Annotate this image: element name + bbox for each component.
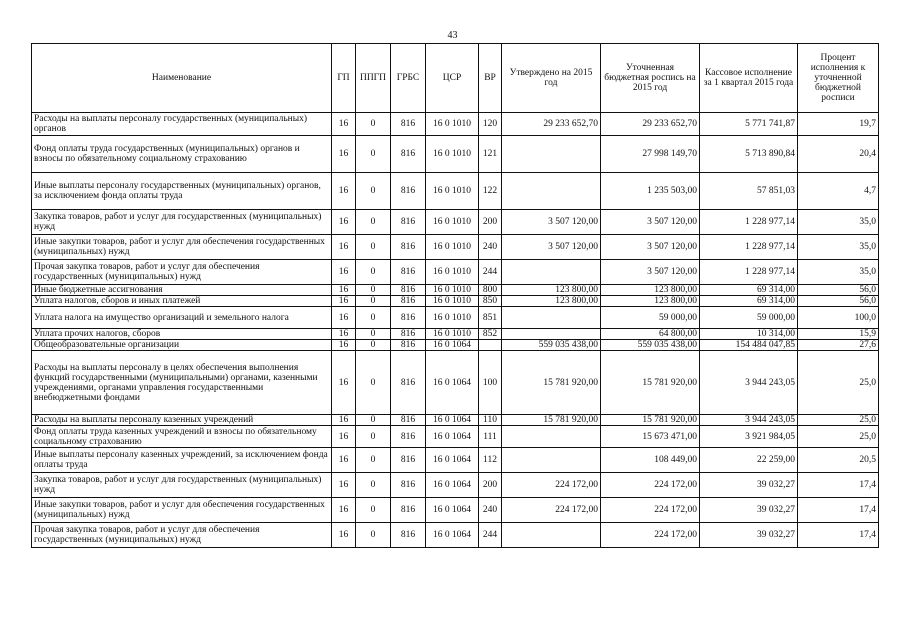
row-refined: 3 507 120,00 <box>601 210 700 235</box>
row-vr: 850 <box>479 296 502 307</box>
row-name: Иные выплаты персоналу казенных учреждений, за исключением фонда оплаты труда <box>32 448 332 473</box>
row-approved: 3 507 120,00 <box>502 235 601 260</box>
row-gp: 16 <box>332 351 356 415</box>
row-grbs: 816 <box>391 426 426 448</box>
header-row <box>32 44 879 113</box>
row-name: Уплата налога на имущество организаций и земельного налога <box>32 307 332 329</box>
row-percent: 17,4 <box>798 498 879 523</box>
row-csr: 16 0 1010 <box>426 285 479 296</box>
row-vr: 122 <box>479 173 502 210</box>
row-cash: 3 944 243,05 <box>700 351 798 415</box>
header-vr: ВР <box>479 44 502 113</box>
row-vr: 110 <box>479 415 502 426</box>
row-vr: 244 <box>479 260 502 285</box>
row-gp: 16 <box>332 136 356 173</box>
row-percent: 17,4 <box>798 523 879 548</box>
row-name: Прочая закупка товаров, работ и услуг для обеспечения государственных (муниципальных) нужд <box>32 260 332 285</box>
row-vr: 200 <box>479 210 502 235</box>
row-approved <box>502 426 601 448</box>
table-row <box>32 210 879 235</box>
row-ppgp: 0 <box>356 260 391 285</box>
row-ppgp: 0 <box>356 296 391 307</box>
row-grbs: 816 <box>391 173 426 210</box>
page-number: 43 <box>447 30 458 41</box>
row-cash: 5 771 741,87 <box>700 113 798 136</box>
row-name: Фонд оплаты труда казенных учреждений и взносы по обязательному социальному страхованию <box>32 426 332 448</box>
row-csr: 16 0 1010 <box>426 296 479 307</box>
row-gp: 16 <box>332 285 356 296</box>
row-refined: 15 673 471,00 <box>601 426 700 448</box>
row-approved: 123 800,00 <box>502 296 601 307</box>
row-grbs: 816 <box>391 260 426 285</box>
row-cash: 39 032,27 <box>700 523 798 548</box>
row-approved: 224 172,00 <box>502 498 601 523</box>
row-percent: 4,7 <box>798 173 879 210</box>
row-ppgp: 0 <box>356 523 391 548</box>
row-approved <box>502 307 601 329</box>
table-row <box>32 285 879 296</box>
row-cash: 1 228 977,14 <box>700 235 798 260</box>
table-row <box>32 113 879 136</box>
row-approved <box>502 523 601 548</box>
row-grbs: 816 <box>391 351 426 415</box>
row-percent: 35,0 <box>798 235 879 260</box>
row-name: Уплата прочих налогов, сборов <box>32 329 332 340</box>
row-approved: 123 800,00 <box>502 285 601 296</box>
row-refined: 224 172,00 <box>601 473 700 498</box>
header-grbs: ГРБС <box>391 44 426 113</box>
row-refined: 1 235 503,00 <box>601 173 700 210</box>
row-ppgp: 0 <box>356 340 391 351</box>
row-refined: 224 172,00 <box>601 498 700 523</box>
row-vr: 111 <box>479 426 502 448</box>
row-ppgp: 0 <box>356 329 391 340</box>
row-vr: 120 <box>479 113 502 136</box>
row-percent: 15,9 <box>798 329 879 340</box>
row-vr: 240 <box>479 235 502 260</box>
row-cash: 154 484 047,85 <box>700 340 798 351</box>
row-csr: 16 0 1064 <box>426 473 479 498</box>
row-cash: 39 032,27 <box>700 473 798 498</box>
table-row <box>32 426 879 448</box>
row-ppgp: 0 <box>356 307 391 329</box>
header-csr: ЦСР <box>426 44 479 113</box>
row-gp: 16 <box>332 498 356 523</box>
row-ppgp: 0 <box>356 285 391 296</box>
row-ppgp: 0 <box>356 113 391 136</box>
row-cash: 10 314,00 <box>700 329 798 340</box>
row-grbs: 816 <box>391 498 426 523</box>
table-row <box>32 173 879 210</box>
row-cash: 69 314,00 <box>700 296 798 307</box>
table-row <box>32 473 879 498</box>
row-gp: 16 <box>332 415 356 426</box>
row-csr: 16 0 1010 <box>426 210 479 235</box>
row-gp: 16 <box>332 296 356 307</box>
row-percent: 56,0 <box>798 296 879 307</box>
row-gp: 16 <box>332 329 356 340</box>
row-name: Иные бюджетные ассигнования <box>32 285 332 296</box>
row-name: Закупка товаров, работ и услуг для государственных (муниципальных) нужд <box>32 210 332 235</box>
row-name: Прочая закупка товаров, работ и услуг для обеспечения государственных (муниципальных) нужд <box>32 523 332 548</box>
row-approved <box>502 329 601 340</box>
row-ppgp: 0 <box>356 235 391 260</box>
row-ppgp: 0 <box>356 426 391 448</box>
row-refined: 3 507 120,00 <box>601 260 700 285</box>
row-name: Закупка товаров, работ и услуг для государственных (муниципальных) нужд <box>32 473 332 498</box>
row-refined: 224 172,00 <box>601 523 700 548</box>
row-ppgp: 0 <box>356 210 391 235</box>
row-gp: 16 <box>332 448 356 473</box>
row-percent: 56,0 <box>798 285 879 296</box>
row-approved: 29 233 652,70 <box>502 113 601 136</box>
row-percent: 20,4 <box>798 136 879 173</box>
header-name: Наименование <box>32 44 332 113</box>
row-cash: 39 032,27 <box>700 498 798 523</box>
row-gp: 16 <box>332 340 356 351</box>
header-refined: Уточненная бюджетная роспись на 2015 год <box>601 44 700 113</box>
row-vr: 800 <box>479 285 502 296</box>
row-vr: 100 <box>479 351 502 415</box>
row-gp: 16 <box>332 173 356 210</box>
row-grbs: 816 <box>391 136 426 173</box>
row-gp: 16 <box>332 235 356 260</box>
row-cash: 59 000,00 <box>700 307 798 329</box>
table-row <box>32 351 879 415</box>
row-ppgp: 0 <box>356 448 391 473</box>
row-gp: 16 <box>332 473 356 498</box>
row-vr: 244 <box>479 523 502 548</box>
row-approved <box>502 260 601 285</box>
row-gp: 16 <box>332 523 356 548</box>
row-csr: 16 0 1010 <box>426 260 479 285</box>
row-cash: 57 851,03 <box>700 173 798 210</box>
row-approved <box>502 173 601 210</box>
row-cash: 1 228 977,14 <box>700 260 798 285</box>
row-gp: 16 <box>332 307 356 329</box>
header-ppgp: ППГП <box>356 44 391 113</box>
row-gp: 16 <box>332 113 356 136</box>
row-grbs: 816 <box>391 296 426 307</box>
row-refined: 59 000,00 <box>601 307 700 329</box>
row-refined: 27 998 149,70 <box>601 136 700 173</box>
row-approved: 224 172,00 <box>502 473 601 498</box>
row-name: Иные выплаты персоналу государственных (муниципальных) органов, за исключением фонда оплаты труда <box>32 173 332 210</box>
row-ppgp: 0 <box>356 351 391 415</box>
table-row <box>32 415 879 426</box>
row-csr: 16 0 1064 <box>426 523 479 548</box>
row-percent: 35,0 <box>798 210 879 235</box>
row-grbs: 816 <box>391 448 426 473</box>
row-refined: 559 035 438,00 <box>601 340 700 351</box>
row-ppgp: 0 <box>356 173 391 210</box>
budget-table <box>31 43 879 548</box>
row-csr: 16 0 1010 <box>426 136 479 173</box>
row-percent: 25,0 <box>798 351 879 415</box>
row-approved: 3 507 120,00 <box>502 210 601 235</box>
row-name: Расходы на выплаты персоналу казенных учреждений <box>32 415 332 426</box>
header-approved: Утверждено на 2015 год <box>502 44 601 113</box>
row-gp: 16 <box>332 260 356 285</box>
row-ppgp: 0 <box>356 473 391 498</box>
row-refined: 123 800,00 <box>601 296 700 307</box>
table-row <box>32 136 879 173</box>
header-percent: Процент исполнения к уточненной бюджетной росписи <box>798 44 879 113</box>
row-refined: 15 781 920,00 <box>601 415 700 426</box>
row-grbs: 816 <box>391 113 426 136</box>
row-percent: 27,6 <box>798 340 879 351</box>
row-percent: 35,0 <box>798 260 879 285</box>
row-gp: 16 <box>332 426 356 448</box>
row-ppgp: 0 <box>356 498 391 523</box>
row-grbs: 816 <box>391 340 426 351</box>
row-csr: 16 0 1010 <box>426 113 479 136</box>
row-grbs: 816 <box>391 329 426 340</box>
header-cash: Кассовое исполнение за 1 квартал 2015 года <box>700 44 798 113</box>
row-name: Иные закупки товаров, работ и услуг для обеспечения государственных (муниципальных) нужд <box>32 235 332 260</box>
row-csr: 16 0 1064 <box>426 415 479 426</box>
row-approved <box>502 448 601 473</box>
table-row <box>32 296 879 307</box>
row-grbs: 816 <box>391 235 426 260</box>
row-vr: 240 <box>479 498 502 523</box>
table-row <box>32 523 879 548</box>
row-refined: 108 449,00 <box>601 448 700 473</box>
row-vr <box>479 340 502 351</box>
row-percent: 25,0 <box>798 426 879 448</box>
table-row <box>32 498 879 523</box>
row-gp: 16 <box>332 210 356 235</box>
row-percent: 100,0 <box>798 307 879 329</box>
row-cash: 5 713 890,84 <box>700 136 798 173</box>
row-csr: 16 0 1064 <box>426 351 479 415</box>
row-csr: 16 0 1010 <box>426 235 479 260</box>
table-row <box>32 235 879 260</box>
row-cash: 69 314,00 <box>700 285 798 296</box>
row-csr: 16 0 1064 <box>426 498 479 523</box>
row-ppgp: 0 <box>356 136 391 173</box>
row-approved: 559 035 438,00 <box>502 340 601 351</box>
row-percent: 25,0 <box>798 415 879 426</box>
row-vr: 851 <box>479 307 502 329</box>
row-ppgp: 0 <box>356 415 391 426</box>
header-gp: ГП <box>332 44 356 113</box>
row-grbs: 816 <box>391 285 426 296</box>
row-grbs: 816 <box>391 415 426 426</box>
row-vr: 200 <box>479 473 502 498</box>
row-csr: 16 0 1010 <box>426 307 479 329</box>
row-name: Уплата налогов, сборов и иных платежей <box>32 296 332 307</box>
row-grbs: 816 <box>391 523 426 548</box>
table-row <box>32 340 879 351</box>
row-cash: 22 259,00 <box>700 448 798 473</box>
row-grbs: 816 <box>391 210 426 235</box>
row-csr: 16 0 1064 <box>426 448 479 473</box>
row-vr: 852 <box>479 329 502 340</box>
row-approved: 15 781 920,00 <box>502 415 601 426</box>
row-refined: 29 233 652,70 <box>601 113 700 136</box>
row-refined: 64 800,00 <box>601 329 700 340</box>
row-name: Фонд оплаты труда государственных (муниципальных) органов и взносы по обязательному социальному страхованию <box>32 136 332 173</box>
row-approved: 15 781 920,00 <box>502 351 601 415</box>
row-name: Расходы на выплаты персоналу государственных (муниципальных) органов <box>32 113 332 136</box>
table-row <box>32 329 879 340</box>
row-approved <box>502 136 601 173</box>
row-percent: 20,5 <box>798 448 879 473</box>
table-row <box>32 307 879 329</box>
row-refined: 3 507 120,00 <box>601 235 700 260</box>
row-vr: 112 <box>479 448 502 473</box>
row-vr: 121 <box>479 136 502 173</box>
row-csr: 16 0 1064 <box>426 426 479 448</box>
row-grbs: 816 <box>391 307 426 329</box>
row-name: Общеобразовательные организации <box>32 340 332 351</box>
row-cash: 3 944 243,05 <box>700 415 798 426</box>
row-cash: 1 228 977,14 <box>700 210 798 235</box>
row-percent: 19,7 <box>798 113 879 136</box>
row-name: Расходы на выплаты персоналу в целях обеспечения выполнения функций государственными (муниципальными) органами, казенными учреждениями, органами управления государственными внебюджетными фондами <box>32 351 332 415</box>
row-cash: 3 921 984,05 <box>700 426 798 448</box>
row-name: Иные закупки товаров, работ и услуг для обеспечения государственных (муниципальных) нужд <box>32 498 332 523</box>
row-refined: 123 800,00 <box>601 285 700 296</box>
row-refined: 15 781 920,00 <box>601 351 700 415</box>
table-row <box>32 448 879 473</box>
row-csr: 16 0 1010 <box>426 329 479 340</box>
row-csr: 16 0 1010 <box>426 173 479 210</box>
table-row <box>32 260 879 285</box>
row-csr: 16 0 1064 <box>426 340 479 351</box>
row-grbs: 816 <box>391 473 426 498</box>
row-percent: 17,4 <box>798 473 879 498</box>
